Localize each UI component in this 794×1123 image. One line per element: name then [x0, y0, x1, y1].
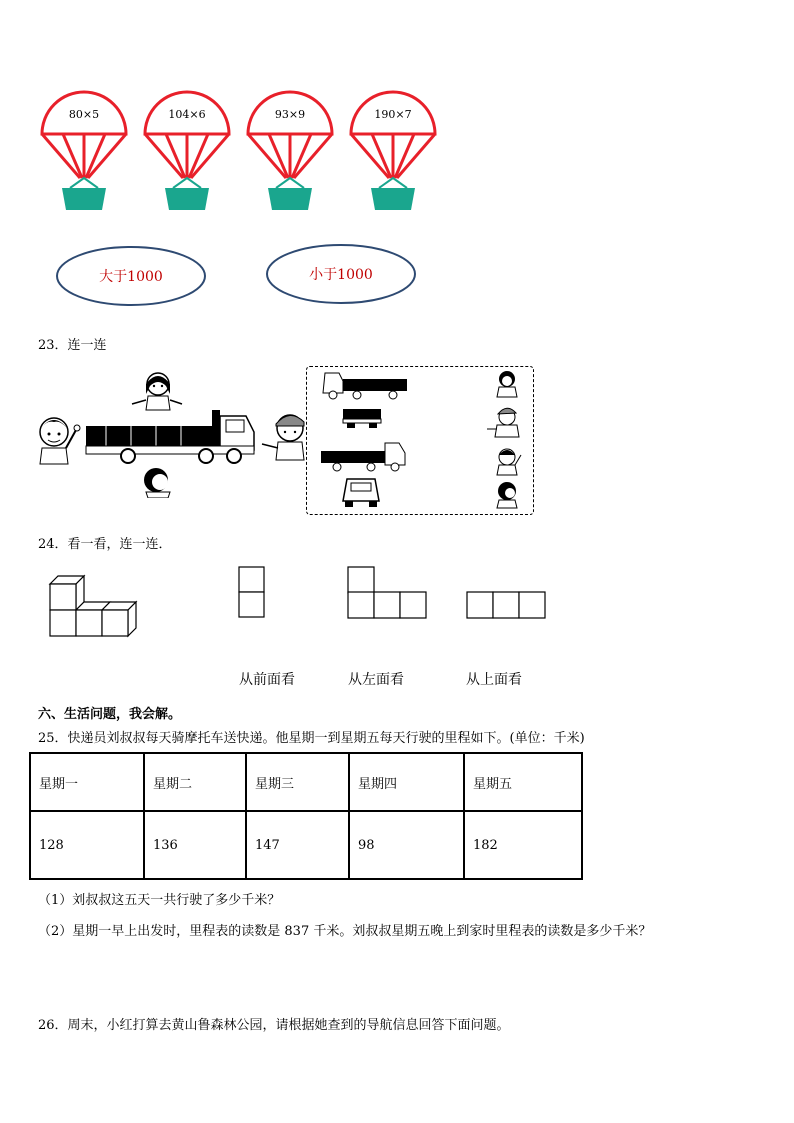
- table-header-cell: 星期三: [246, 753, 349, 811]
- parachute-expression: 93×9: [274, 108, 306, 121]
- table-header-cell: 星期五: [464, 753, 582, 811]
- view-label-front[interactable]: 从前面看: [239, 672, 295, 688]
- boy-cap-face-icon[interactable]: [487, 408, 519, 437]
- truck-rear-view-icon[interactable]: [343, 409, 381, 428]
- view-label-left[interactable]: 从左面看: [348, 672, 404, 688]
- oval-label: 小于1000: [309, 267, 373, 283]
- girl-face-icon[interactable]: [497, 371, 517, 397]
- q24-title: 24．看一看，连一连．: [38, 537, 172, 552]
- q26-title: 26．周末，小红打算去黄山鲁森林公园，请根据她查到的导航信息回答下面问题。: [38, 1018, 510, 1033]
- table-header-cell: 星期四: [349, 753, 464, 811]
- table-cell: 98: [349, 811, 464, 879]
- parachute-expression: 80×5: [68, 108, 100, 121]
- view-shape-c[interactable]: [466, 591, 548, 621]
- boy-right-icon: [262, 415, 304, 460]
- parachute-3[interactable]: [246, 90, 334, 215]
- cube-solid: [46, 574, 138, 640]
- cube-solid-illustration: [46, 574, 138, 640]
- girl-top-icon: [132, 373, 182, 410]
- boy-face-icon[interactable]: [497, 449, 521, 475]
- view-shape-b[interactable]: [347, 566, 429, 620]
- q23-answer-box: [306, 366, 534, 515]
- q23-title: 23．连一连: [38, 338, 107, 353]
- truck-icon: [86, 410, 254, 463]
- three-square-row-shape: [466, 591, 548, 621]
- truck-scene-illustration: [36, 368, 306, 498]
- mileage-table: [29, 752, 583, 880]
- table-header-row: [30, 753, 582, 811]
- parachute-4[interactable]: [349, 90, 437, 215]
- view-shape-a[interactable]: [238, 566, 266, 620]
- q25-sub-question-2: （2）星期一早上出发时，里程表的读数是 837 千米。刘叔叔星期五晚上到家时里程表的读数是多少千米？: [38, 924, 652, 939]
- table-cell: 182: [464, 811, 582, 879]
- two-square-vertical-shape: [238, 566, 266, 620]
- table-row: [30, 811, 582, 879]
- parachute-expression: 190×7: [374, 108, 412, 121]
- table-header-cell: 星期一: [30, 753, 144, 811]
- table-cell: 136: [144, 811, 246, 879]
- oval-less-than-1000[interactable]: [265, 243, 417, 305]
- q25-sub-question-1: （1）刘叔叔这五天一共行驶了多少千米？: [38, 893, 281, 908]
- girl-back-icon[interactable]: [497, 482, 517, 508]
- view-label-top[interactable]: 从上面看: [466, 672, 522, 688]
- l-shape: [347, 566, 429, 620]
- table-header-cell: 星期二: [144, 753, 246, 811]
- table-cell: 147: [246, 811, 349, 879]
- oval-label: 大于1000: [99, 269, 163, 285]
- table-cell: 128: [30, 811, 144, 879]
- parachute-expression: 104×6: [168, 108, 206, 121]
- section-6-heading: 六、生活问题，我会解。: [38, 707, 182, 722]
- boy-left-icon: [40, 418, 80, 464]
- girl-bottom-icon: [144, 468, 170, 498]
- view-options-illustration: [307, 367, 533, 514]
- q23-scene: [36, 368, 306, 498]
- truck-front-view-icon[interactable]: [343, 479, 379, 507]
- q25-title: 25．快递员刘叔叔每天骑摩托车送快递。他星期一到星期五每天行驶的里程如下。(单位：千米): [38, 731, 585, 746]
- parachute-2[interactable]: [143, 90, 231, 215]
- parachute-1[interactable]: [40, 90, 128, 215]
- truck-side-right-view-icon[interactable]: [321, 443, 405, 471]
- truck-side-left-view-icon[interactable]: [323, 373, 407, 399]
- oval-greater-than-1000[interactable]: [55, 245, 207, 307]
